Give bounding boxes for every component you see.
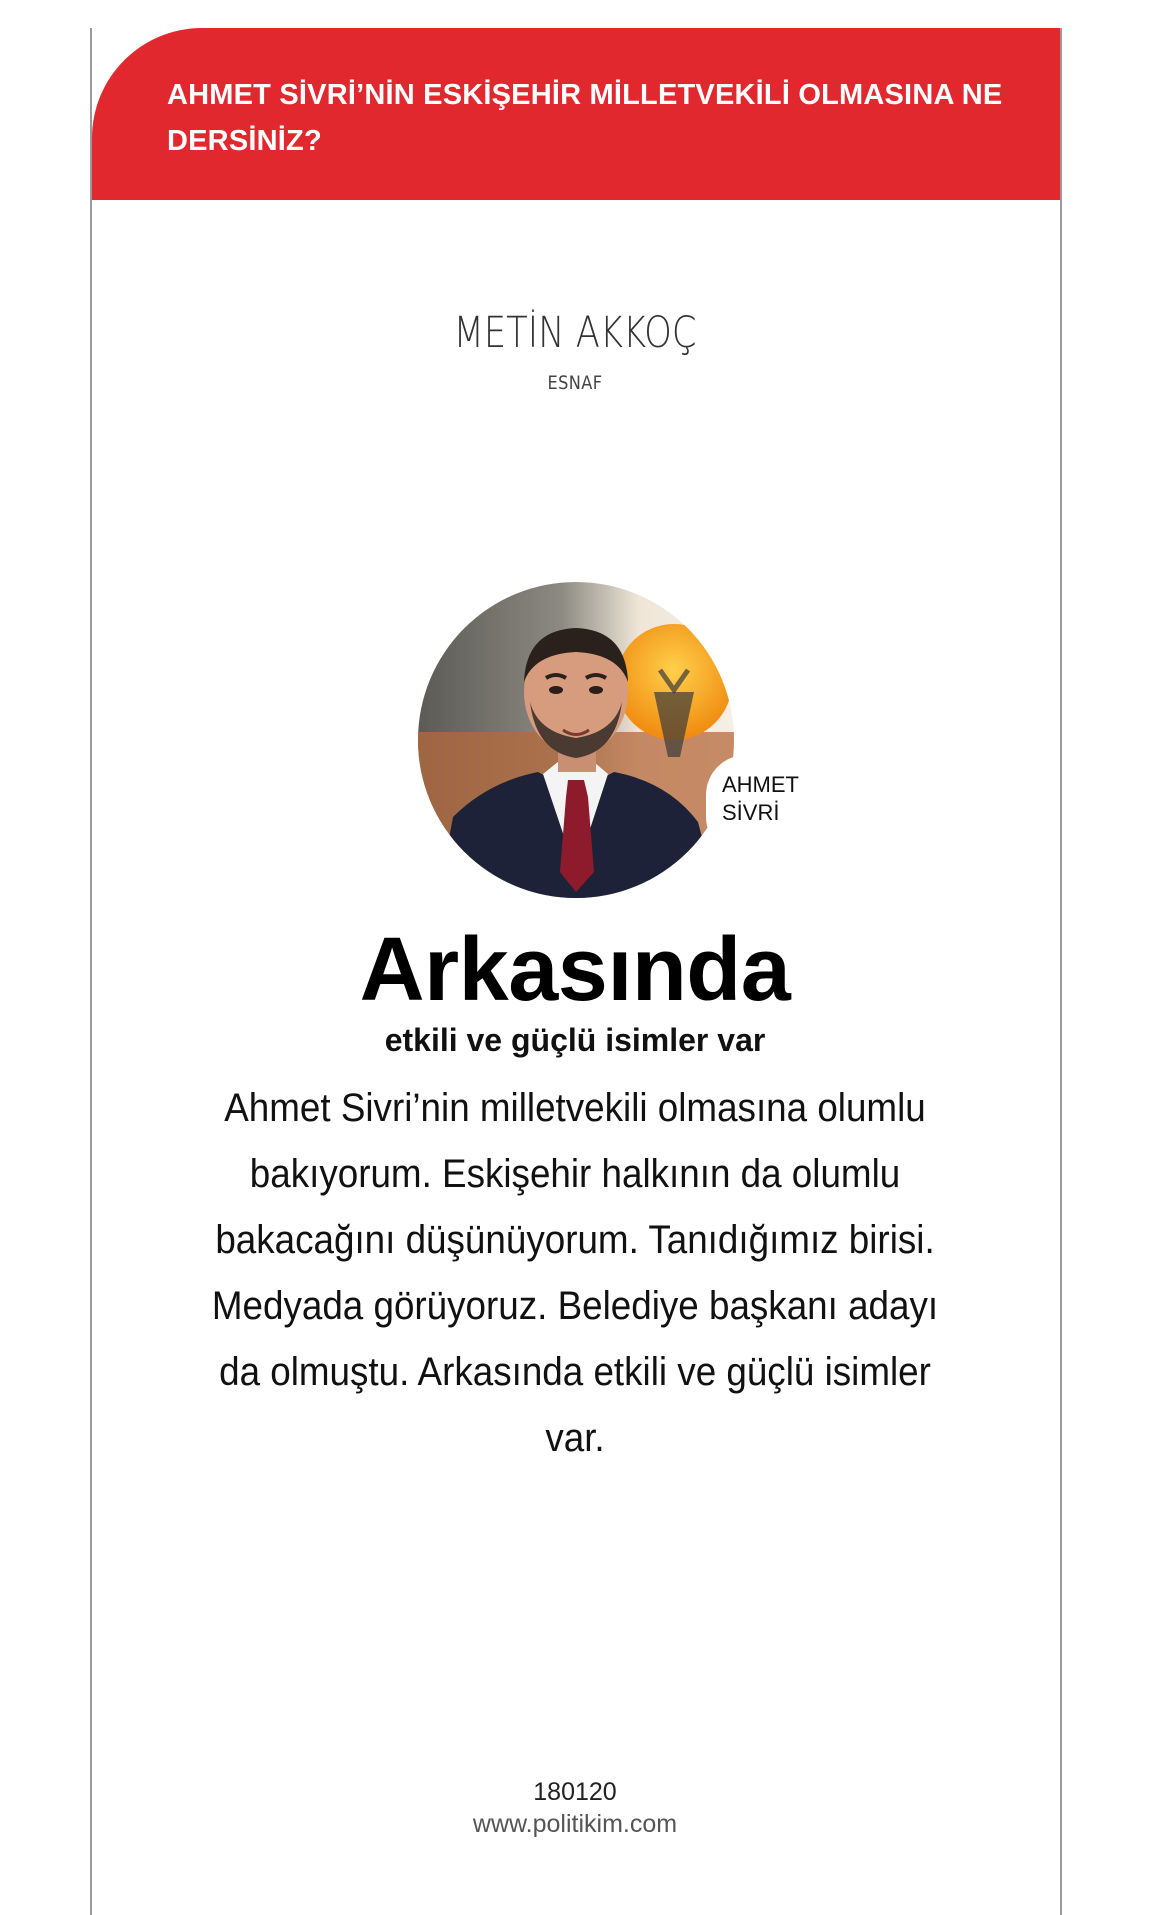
respondent-name: METİN AKKOÇ [453, 308, 697, 358]
photo-caption-last: SİVRİ [722, 800, 780, 825]
photo-caption-first: AHMET [722, 772, 799, 797]
headline: Arkasında [359, 920, 791, 1020]
footer-code: 180120 [533, 1778, 617, 1806]
photo-caption [722, 771, 799, 827]
portrait-photo [418, 582, 734, 898]
footer-url: www.politikim.com [472, 1810, 678, 1838]
question-title: AHMET SİVRİ’NİN ESKİŞEHİR MİLLETVEKİLİ OLMASINA NE DERSİNİZ? [167, 79, 1003, 157]
respondent-role: ESNAF [547, 372, 603, 394]
quote-body: Ahmet Sivri’nin milletvekili olmasına olumlu bakıyorum. Eskişehir halkının da olumlu bakacağını düşünüyorum. Tanıdığımız birisi. Medyada görüyoruz. Belediye başkanı adayı da olmuştu. Arkasında etkili ve güçlü isimler var. [211, 1086, 939, 1460]
question-banner [92, 28, 1060, 200]
subheadline: etkili ve güçlü isimler var [384, 1022, 766, 1058]
portrait-illustration [418, 582, 734, 898]
